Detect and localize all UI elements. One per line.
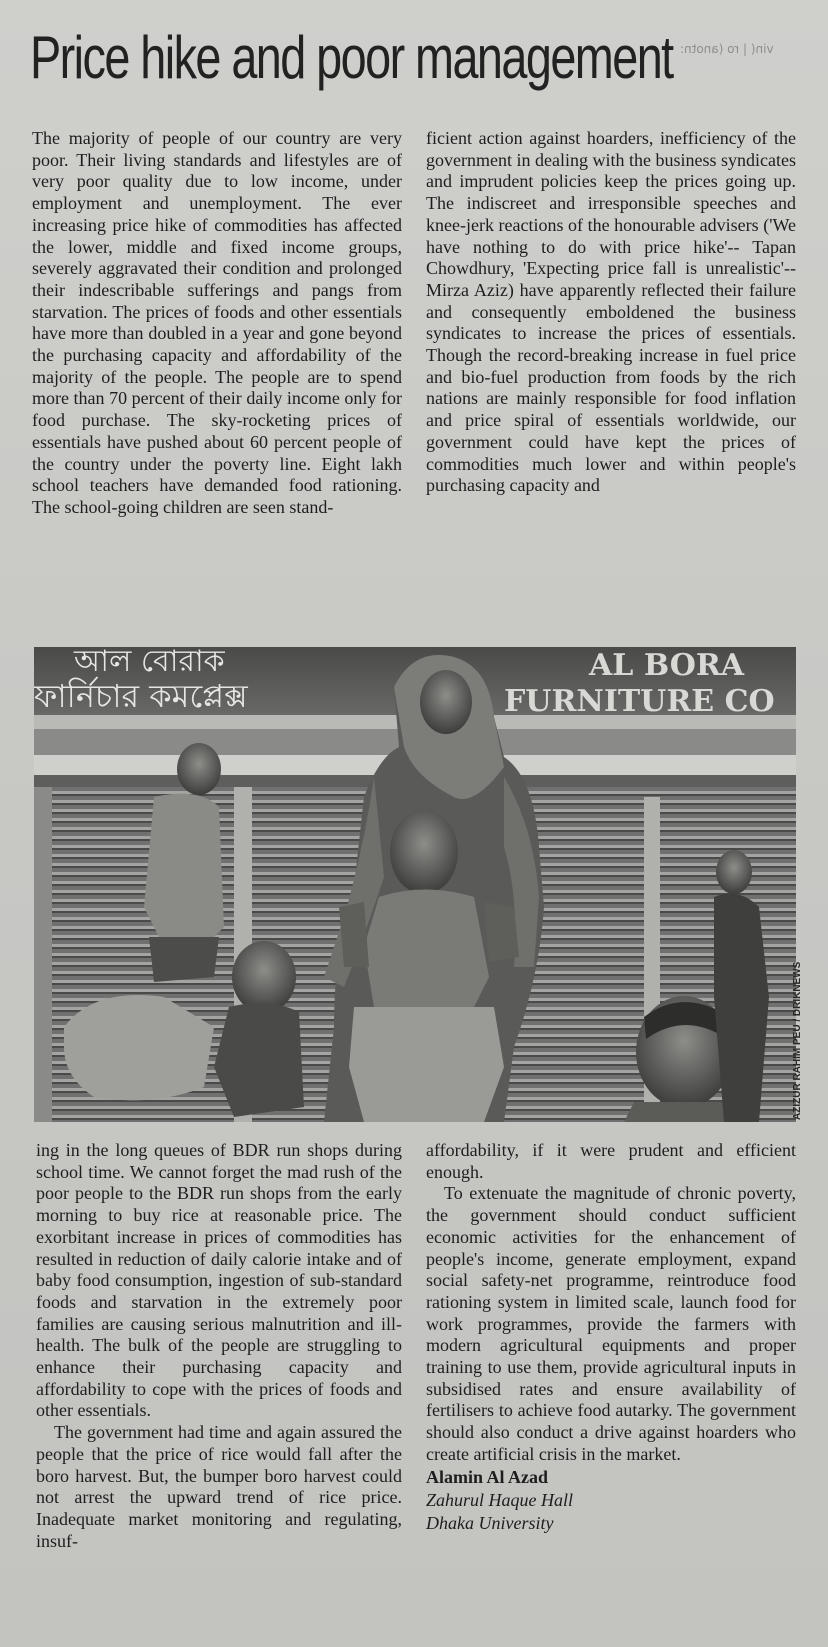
photo-illustration [34,647,796,1122]
sign-english-line1: AL BORA [589,648,745,683]
paragraph: ficient action against hoarders, inefficiency of the government in dealing with the business syndicates and imprudent policies keep the prices going up. The indiscreet and irresponsible speeches and knee-jerk reactions of the honourable advisers ('We have nothing to do with price hike'-- Tapan Chowdhury, 'Expecting price fall is unrealistic'-- Mirza Aziz) have apparently reflected their failure and consequently emboldened the business syndicates to increase the prices of essentials. Though the record-breaking increase in fuel price and bio-fuel production from foods by the rich nations are mainly responsible for food inflation and price spiral of essentials worldwide, our government could have kept the prices of commodities much lower and within people's purchasing capacity and [426,128,796,496]
signature-block [426,1466,796,1535]
article-column-top-left [32,128,402,519]
paragraph: The government had time and again assured the people that the price of rice would fall after the boro harvest. But, the bumper boro harvest could not arrest the upward trend of rice price. Inadequate market monitoring and regulating, insuf- [36,1422,402,1551]
news-photo [34,647,796,1122]
paragraph: ing in the long queues of BDR run shops during school time. We cannot forget the mad rush of the poor people to the BDR run shops from the early morning to buy rice at reasonable price. The exorbitant increase in prices of commodities has resulted in reduction of daily calorie intake and of baby food consumption, ingestion of sub-standard foods and starvation in the extremely poor families are causing serious malnutrition and ill-health. The bulk of the people are struggling to enhance their purchasing capacity and affordability to cope with the prices of foods and other essentials. [36,1140,402,1421]
sign-bengali-line1: আল বোরাক [74,647,225,679]
author-name: Alamin Al Azad [426,1466,549,1487]
author-hall: Zahurul Haque Hall [426,1489,574,1510]
article-column-bottom-right [426,1140,796,1535]
article-column-top-right [426,128,796,497]
photo-credit: AZIZUR RAHIM PEU / DRIKNEWS [792,961,803,1120]
paragraph: To extenuate the magnitude of chronic poverty, the government should conduct sufficient economic activities for the enhancement of people's income, generate employment, expand social safety-net programme, reintroduce food rationing system in limited scale, launch food for work programmes, provide the farmers with modern agricultural equipments and proper training to use them, provide agricultural inputs in subsidised rates and ensure availability of fertilisers to achieve food autarky. The government should also conduct a drive against hoarders who create artificial crisis in the market. [426,1183,796,1464]
paragraph: affordability, if it were prudent and efficient enough. [426,1140,796,1182]
article-column-bottom-left [36,1140,402,1552]
author-university: Dhaka University [426,1512,554,1533]
bleed-through-text: vin( | ro (anotn: [680,42,774,56]
sign-english-line2: FURNITURE CO [504,684,775,719]
headline: Price hike and poor management [30,24,673,91]
paragraph: The majority of people of our country are very poor. Their living standards and lifestyles are of very poor quality due to low income, under employment and unemployment. The ever increasing price hike of commodities has affected the lower, middle and fixed income groups, severely aggravated their condition and prolonged their indescribable sufferings and pangs from starvation. The prices of foods and other essentials have more than doubled in a year and gone beyond the purchasing capacity and affordability of the majority of the people. The people are to spend more than 70 percent of their daily income only for food purchase. The sky-rocketing prices of essentials have pushed about 60 percent people of the country under the poverty line. Eight lakh school teachers have demanded food rationing. The school-going children are seen stand- [32,128,402,517]
sign-bengali-line2: ফার্নিচার কমপ্লেক্স [34,677,248,715]
